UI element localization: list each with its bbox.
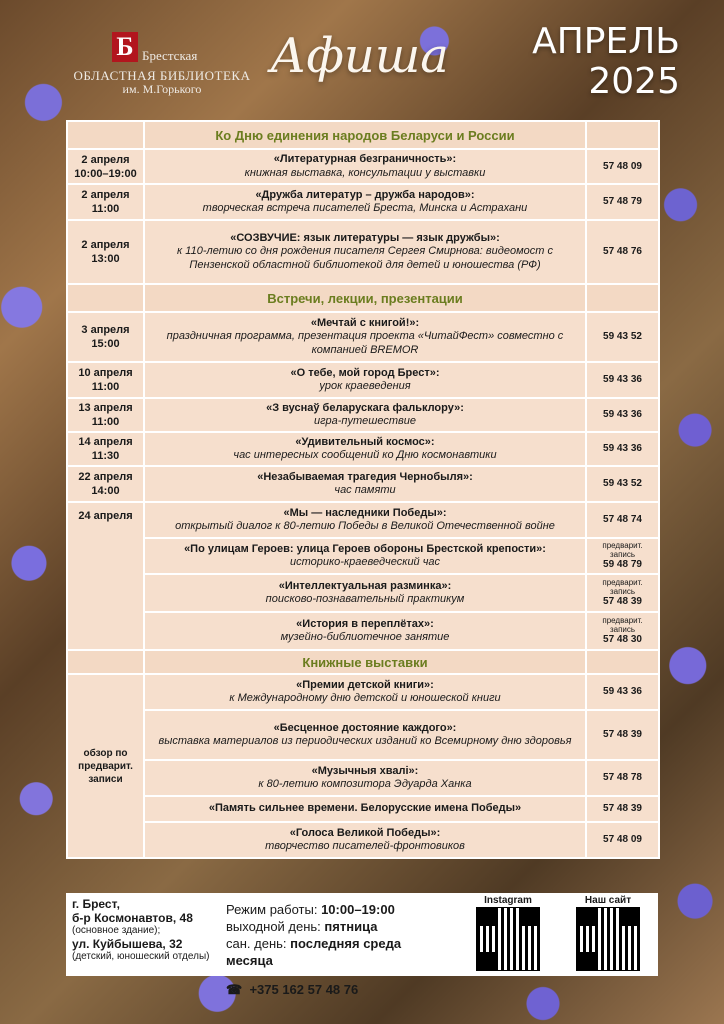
exhibition-phone[interactable]: 57 48 09 (586, 822, 659, 858)
address-main-note: (основное здание); (72, 925, 161, 936)
exhibition-title: «Память сильнее времени. Белорусские имена Победы» (208, 802, 522, 815)
registration-note: предварит. запись (602, 578, 643, 596)
event-info (144, 466, 586, 502)
event-date: 10 апреля 11:00 (67, 362, 144, 398)
event-info (144, 398, 586, 432)
exhibition-title: «Премии детской книги»: (296, 678, 434, 691)
section-header (67, 650, 659, 674)
section-blank (586, 121, 659, 149)
event-phone[interactable]: 57 48 76 (586, 220, 659, 284)
site-qr-code-icon[interactable] (577, 908, 639, 970)
exhibition-title: «Музычныя хвалі»: (311, 764, 419, 777)
event-desc: историко-краеведческий час (289, 556, 441, 568)
exhibition-desc: выставка материалов из периодических изданий ко Всемирному дню здоровья (158, 735, 572, 747)
exhibition-phone[interactable]: 57 48 78 (586, 760, 659, 796)
event-info (144, 574, 586, 612)
exhibition-desc: к 80-летию композитора Эдуарда Ханка (258, 778, 472, 790)
event-title: «Литературная безграничность»: (273, 153, 457, 165)
event-phone[interactable]: 59 43 52 (586, 312, 659, 362)
logo-library-dedication: им. М.Горького (122, 82, 202, 96)
exhibition-phone[interactable]: 59 43 36 (586, 674, 659, 710)
address-city: г. Брест, (72, 897, 120, 911)
logo-library-name: ОБЛАСТНАЯ БИБЛИОТЕКА (73, 68, 251, 83)
event-date: 24 апреля (67, 502, 144, 650)
event-title: «Дружба литератур – дружба народов»: (255, 188, 475, 201)
section-blank (67, 121, 144, 149)
section-header (67, 284, 659, 312)
event-desc: игра-путешествие (313, 415, 417, 427)
event-desc: праздничная программа, презентация проекта «ЧитайФест» совместно с компанией BREMOR (166, 330, 564, 356)
table-row (67, 674, 659, 710)
address-block (66, 893, 216, 976)
event-desc: час памяти (334, 484, 396, 496)
event-date: 14 апреля 11:30 (67, 432, 144, 466)
event-title: «По улицам Героев: улица Героев обороны Брестской крепости»: (184, 542, 546, 555)
event-desc: музейно-библиотечное занятие (280, 631, 450, 643)
table-row (67, 362, 659, 398)
table-row (67, 398, 659, 432)
event-info (144, 362, 586, 398)
event-info (144, 432, 586, 466)
table-row (67, 822, 659, 858)
event-title: «О тебе, мой город Брест»: (290, 366, 440, 379)
event-title: «СОЗВУЧИЕ: язык литературы — язык дружбы»: (230, 231, 500, 244)
event-info (144, 502, 586, 538)
event-title: «Интеллектуальная разминка»: (278, 579, 452, 592)
event-info (144, 612, 586, 650)
event-phone[interactable]: 59 43 36 (586, 362, 659, 398)
table-row (67, 538, 659, 574)
section-blank (586, 650, 659, 674)
event-title: «Незабываемая трагедия Чернобыля»: (257, 470, 473, 483)
event-info (144, 312, 586, 362)
event-date: 3 апреля 15:00 (67, 312, 144, 362)
event-info (144, 149, 586, 184)
event-phone[interactable]: предварит. запись 57 48 30 (586, 612, 659, 650)
event-phone[interactable]: предварит. запись 57 48 39 (586, 574, 659, 612)
event-info (144, 184, 586, 220)
address-main: б-р Космонавтов, 48 (72, 911, 193, 925)
event-phone[interactable]: 59 43 36 (586, 432, 659, 466)
table-row (67, 760, 659, 796)
event-date: 2 апреля 10:00–19:00 (67, 149, 144, 184)
exhibition-info (144, 710, 586, 760)
exhibitions-note: обзор по предварит. записи (67, 674, 144, 858)
contact-phone[interactable]: ☎ +375 162 57 48 76 (226, 982, 359, 997)
table-row (67, 574, 659, 612)
event-desc: час интересных сообщений ко Дню космонавтики (233, 449, 497, 461)
exhibition-desc: творчество писателей-фронтовиков (265, 840, 465, 852)
table-row (67, 184, 659, 220)
event-phone[interactable]: 59 43 36 (586, 398, 659, 432)
table-row (67, 312, 659, 362)
instagram-qr-code-icon[interactable] (477, 908, 539, 970)
exhibition-title: «Бесценное достояние каждого»: (273, 721, 457, 734)
event-phone[interactable]: 57 48 09 (586, 149, 659, 184)
event-desc: открытый диалог к 80-летию Победы в Великой Отечественной войне (175, 520, 555, 532)
event-date: 2 апреля 11:00 (67, 184, 144, 220)
event-date: 2 апреля 13:00 (67, 220, 144, 284)
table-row (67, 149, 659, 184)
exhibition-info (144, 760, 586, 796)
events-table (66, 120, 660, 859)
registration-note: предварит. запись (602, 616, 643, 634)
event-desc: книжная выставка, консультации у выставки (244, 166, 486, 179)
event-desc: творческая встреча писателей Бреста, Минска и Астрахани (202, 202, 528, 214)
event-desc: урок краеведения (319, 380, 411, 392)
table-row (67, 432, 659, 466)
instagram-label: Instagram (484, 895, 532, 906)
table-row (67, 466, 659, 502)
section-blank (67, 284, 144, 312)
exhibition-info (144, 822, 586, 858)
month: АПРЕЛЬ (532, 21, 680, 62)
exhibition-info (144, 796, 586, 822)
section-blank (586, 284, 659, 312)
event-desc: к 110-летию со дня рождения писателя Сергея Смирнова: видеомост с Пензенской областной библиотекой для детей и юношества (РФ) (177, 245, 553, 271)
event-title: «З вуснаў беларускага фальклору»: (266, 401, 464, 414)
event-phone[interactable]: 57 48 74 (586, 502, 659, 538)
event-info (144, 538, 586, 574)
header (0, 0, 724, 118)
sanitary-day: сан. день: последняя среда месяца (226, 936, 402, 968)
exhibition-title: «Голоса Великой Победы»: (289, 826, 441, 839)
section-title-exhibitions: Книжные выставки (144, 650, 586, 674)
table-row (67, 710, 659, 760)
section-title-meetings: Встречи, лекции, презентации (144, 284, 586, 312)
event-phone[interactable]: 57 48 79 (586, 184, 659, 220)
event-title: «Мы — наследники Победы»: (283, 506, 447, 519)
event-date: 13 апреля 11:00 (67, 398, 144, 432)
phone-icon: ☎ (226, 982, 243, 997)
poster-title: Афиша (270, 28, 449, 84)
event-title: «История в переплётах»: (296, 617, 434, 630)
exhibition-info (144, 674, 586, 710)
registration-note: предварит. запись (602, 541, 643, 559)
exhibition-phone[interactable]: 57 48 39 (586, 710, 659, 760)
table-row (67, 612, 659, 650)
section-blank (67, 650, 144, 674)
site-qr-block[interactable] (558, 893, 658, 976)
event-title: «Удивительный космос»: (295, 435, 435, 448)
table-row (67, 220, 659, 284)
table-row (67, 502, 659, 538)
exhibition-phone[interactable]: 57 48 39 (586, 796, 659, 822)
event-title: «Мечтай с книгой!»: (310, 316, 420, 329)
event-date: 22 апреля 14:00 (67, 466, 144, 502)
day-off: выходной день: пятница (226, 919, 378, 934)
section-title-unity: Ко Дню единения народов Беларуси и России (144, 121, 586, 149)
month-year (532, 22, 680, 102)
event-phone[interactable]: предварит. запись 59 48 79 (586, 538, 659, 574)
section-header (67, 121, 659, 149)
address-branch-note: (детский, юношеский отделы) (72, 951, 210, 962)
event-desc: поисково-познавательный практикум (265, 593, 465, 605)
event-info (144, 220, 586, 284)
year: 2025 (588, 61, 680, 102)
schedule-block (216, 893, 458, 997)
logo-city: Брестская (142, 48, 198, 63)
event-phone[interactable]: 59 43 52 (586, 466, 659, 502)
exhibition-desc: к Международному дню детской и юношеской книги (229, 692, 501, 704)
logo-mark-icon: Б (112, 32, 138, 62)
working-hours: Режим работы: 10:00–19:00 (226, 902, 395, 917)
instagram-qr-block[interactable] (458, 893, 558, 976)
footer (66, 893, 658, 997)
address-branch: ул. Куйбышева, 32 (72, 937, 183, 951)
site-label: Наш сайт (584, 895, 632, 906)
table-row (67, 796, 659, 822)
